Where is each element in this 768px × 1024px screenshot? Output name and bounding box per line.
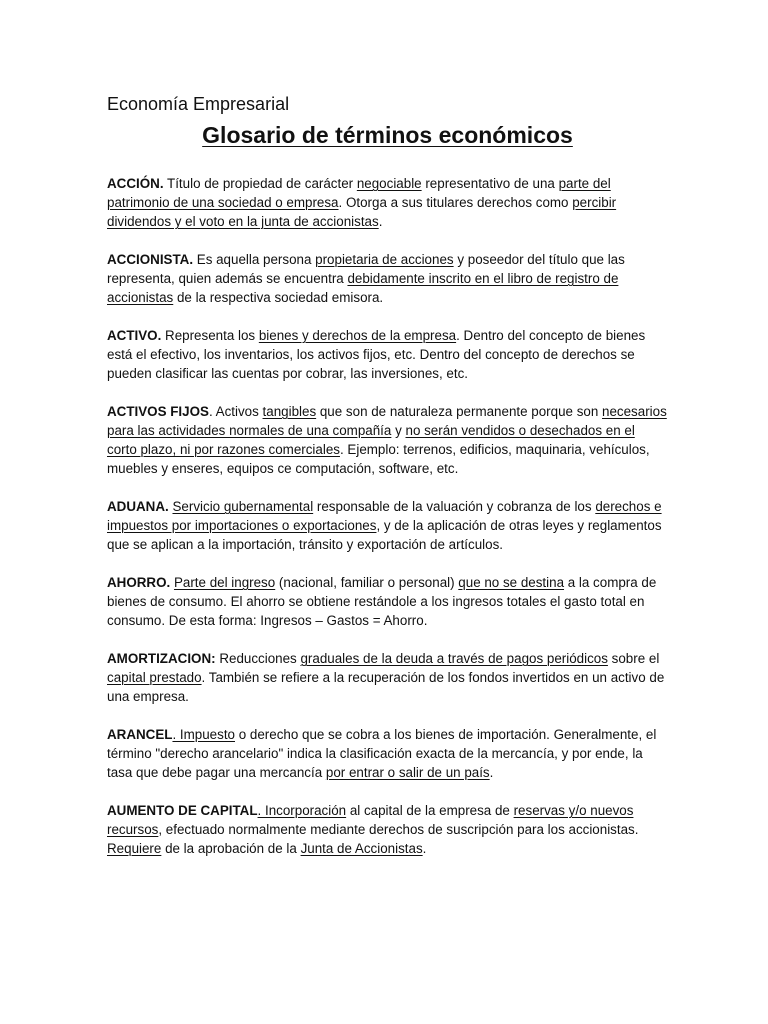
underlined-text: Servicio gubernamental	[172, 499, 314, 514]
definition-text: .	[422, 841, 427, 856]
definition-text: responsable de la valuación y cobranza de los	[313, 499, 596, 514]
underlined-text: derechos e impuestos por importaciones o exportaciones	[107, 499, 662, 533]
document-subject: Economía Empresarial	[107, 94, 290, 114]
underlined-text: . Incorporación	[257, 803, 347, 818]
underlined-text: que no se destina	[458, 575, 565, 590]
definition-text: , efectuado normalmente mediante derechos de suscripción para los accionistas.	[158, 822, 639, 837]
underlined-text: propietaria de acciones	[315, 252, 454, 267]
underlined-text: negociable	[356, 176, 422, 191]
underlined-text: Requiere	[107, 841, 162, 856]
underlined-text: capital prestado	[107, 670, 202, 685]
glossary-term: ACCIONISTA.	[107, 252, 194, 267]
definition-text: . Otorga a sus titulares derechos como	[338, 195, 573, 210]
definition-text: . También se refiere a la recuperación de los fondos invertidos en un activo de una empresa.	[107, 670, 665, 704]
definition-text: sobre el	[607, 651, 660, 666]
definition-text: Título de propiedad de carácter	[163, 176, 357, 191]
underlined-text: necesarios para las actividades normales de una compañía	[107, 404, 667, 438]
definition-text: a la compra de bienes de consumo. El ahorro se obtiene restándole a los ingresos totales el gasto total en consumo. De esta forma: Ingresos – Gastos = Ahorro.	[107, 575, 657, 628]
document-title: Glosario de términos económicos	[202, 122, 573, 148]
definition-text: . Ejemplo: terrenos, edificios, maquinaria, vehículos, muebles y enseres, equipos ce computación, software, etc.	[107, 442, 650, 476]
underlined-text: bienes y derechos de la empresa	[258, 328, 457, 343]
definition-text: de la respectiva sociedad emisora.	[173, 290, 384, 305]
underlined-text: parte del patrimonio de una sociedad o empresa	[107, 176, 611, 210]
glossary-term: ACCIÓN.	[107, 176, 164, 191]
definition-text: Representa los	[161, 328, 259, 343]
definition-text: . Activos	[208, 404, 263, 419]
glossary-term: ARANCEL	[107, 727, 173, 742]
glossary-entry	[107, 573, 668, 630]
definition-text: .	[378, 214, 383, 229]
glossary-term: ACTIVOS FIJOS	[107, 404, 209, 419]
definition-text: que son de naturaleza permanente porque son	[316, 404, 603, 419]
glossary-entry	[107, 250, 668, 307]
definition-text: representativo de una	[421, 176, 559, 191]
underlined-text: Junta de Accionistas	[300, 841, 423, 856]
definition-text: (nacional, familiar o personal)	[275, 575, 459, 590]
glossary-entry	[107, 174, 668, 231]
underlined-text: tangibles	[262, 404, 317, 419]
glossary-term: AHORRO.	[107, 575, 171, 590]
definition-text: , y de la aplicación de otras leyes y reglamentos que se aplican a la importación, tránsito y exportación de artículos.	[107, 518, 662, 552]
underlined-text: graduales de la deuda a través de pagos periódicos	[300, 651, 608, 666]
underlined-text: por entrar o salir de un país	[325, 765, 490, 780]
glossary-entries	[107, 174, 668, 858]
glossary-entry	[107, 326, 668, 383]
definition-text: al capital de la empresa de	[346, 803, 514, 818]
underlined-text: percibir dividendos y el voto en la junta de accionistas	[107, 195, 617, 229]
definition-text: .	[489, 765, 494, 780]
underlined-text: Parte del ingreso	[173, 575, 276, 590]
definition-text: Reducciones	[215, 651, 301, 666]
definition-text: . Dentro del concepto de bienes está el efectivo, los inventarios, los activos fijos, etc. Dentro del concepto de derechos se pueden clasificar las cuentas por cobrar, las inversiones, etc.	[107, 328, 646, 381]
glossary-term: ACTIVO.	[107, 328, 162, 343]
glossary-entry	[107, 801, 668, 858]
definition-text: y	[391, 423, 406, 438]
glossary-entry	[107, 725, 668, 782]
glossary-term: AMORTIZACION:	[107, 651, 216, 666]
definition-text: de la aprobación de la	[161, 841, 301, 856]
underlined-text: reservas y/o nuevos recursos	[107, 803, 634, 837]
glossary-term: AUMENTO DE CAPITAL	[107, 803, 258, 818]
glossary-entry	[107, 402, 668, 478]
underlined-text: no serán vendidos o desechados en el corto plazo, ni por razones comerciales	[107, 423, 635, 457]
glossary-entry	[107, 497, 668, 554]
definition-text: o derecho que se cobra a los bienes de importación. Generalmente, el término "derecho arancelario" indica la clasificación exacta de la mercancía, y por ende, la tasa que debe pagar una mercancía	[107, 727, 657, 780]
glossary-entry	[107, 649, 668, 706]
underlined-text: . Impuesto	[172, 727, 235, 742]
definition-text: Es aquella persona	[193, 252, 316, 267]
underlined-text: debidamente inscrito en el libro de registro de accionistas	[107, 271, 619, 305]
definition-text: y poseedor del título que las representa, quien además se encuentra	[107, 252, 625, 286]
glossary-term: ADUANA.	[107, 499, 169, 514]
